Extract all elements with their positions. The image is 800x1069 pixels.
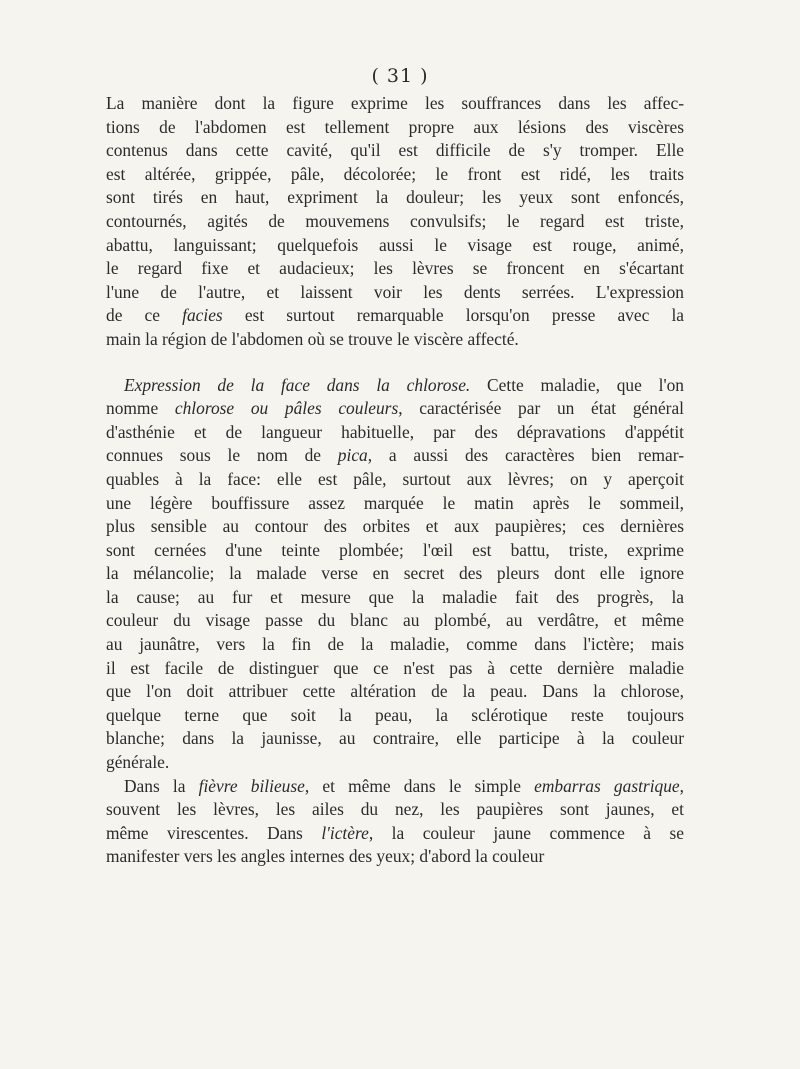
text-line: d'asthénie et de langueur habituelle, par des dépravations d'appétit bbox=[106, 421, 684, 442]
text-line: connues sous le nom de pica, a aussi des caractères bien remar- bbox=[106, 445, 684, 466]
text-line: générale. bbox=[106, 752, 170, 773]
paragraph-fievre-bilieuse bbox=[106, 775, 684, 869]
text-line: la mélancolie; la malade verse en secret des pleurs dont elle ignore bbox=[106, 563, 684, 584]
text-line: manifester vers les angles internes des yeux; d'abord la couleur bbox=[106, 846, 545, 867]
text-line: au jaunâtre, vers la fin de la maladie, comme dans l'ictère; mais bbox=[106, 634, 684, 655]
text-line: blanche; dans la jaunisse, au contraire, elle participe à la couleur bbox=[106, 728, 684, 749]
text-line: que l'on doit attribuer cette altération de la peau. Dans la chlorose, bbox=[106, 681, 684, 702]
text-line: la cause; au fur et mesure que la maladie fait des progrès, la bbox=[106, 586, 684, 607]
text-line: de ce facies est surtout remarquable lorsqu'on presse avec la bbox=[106, 305, 684, 326]
text-line: le regard fixe et audacieux; les lèvres se froncent en s'écartant bbox=[106, 258, 684, 279]
text-line: même virescentes. Dans l'ictère, la couleur jaune commence à se bbox=[106, 822, 684, 843]
text-line: contenus dans cette cavité, qu'il est difficile de s'y tromper. Elle bbox=[106, 140, 684, 161]
text-line: est altérée, grippée, pâle, décolorée; le front est ridé, les traits bbox=[106, 163, 684, 184]
text-line: l'une de l'autre, et laissent voir les dents serrées. L'expression bbox=[106, 281, 684, 302]
paragraph-chlorose bbox=[106, 374, 684, 775]
text-line: quelque terne que soit la peau, la sclérotique reste toujours bbox=[106, 704, 684, 725]
text-line: nomme chlorose ou pâles couleurs, caractérisée par un état général bbox=[106, 398, 685, 419]
text-line: La manière dont la figure exprime les souffrances dans les affec- bbox=[106, 93, 684, 113]
text-line: tions de l'abdomen est tellement propre aux lésions des viscères bbox=[106, 116, 684, 137]
body-text bbox=[106, 92, 684, 869]
text-line: il est facile de distinguer que ce n'est pas à cette dernière maladie bbox=[106, 657, 684, 678]
text-line: Expression de la face dans la chlorose. Cette maladie, que l'on bbox=[124, 374, 684, 395]
page-number: ( 31 ) bbox=[371, 65, 429, 87]
text-line: abattu, languissant; quelquefois aussi le visage est rouge, animé, bbox=[106, 234, 684, 255]
text-line: quables à la face: elle est pâle, surtout aux lèvres; on y aperçoit bbox=[106, 468, 684, 489]
text-line: contournés, agités de mouvemens convulsifs; le regard est triste, bbox=[106, 210, 684, 231]
paragraph-abdomen bbox=[106, 92, 684, 352]
text-line: une légère bouffissure assez marquée le matin après le sommeil, bbox=[106, 492, 684, 513]
text-line: main la région de l'abdomen où se trouve le viscère affecté. bbox=[106, 328, 519, 349]
text-line: souvent les lèvres, les ailes du nez, les paupières sont jaunes, et bbox=[106, 799, 684, 820]
text-line: couleur du visage passe du blanc au plombé, au verdâtre, et même bbox=[106, 610, 684, 631]
text-line: plus sensible au contour des orbites et aux paupières; ces dernières bbox=[106, 516, 684, 537]
text-line: sont tirés en haut, expriment la douleur; les yeux sont enfoncés, bbox=[106, 187, 684, 208]
text-line: Dans la fièvre bilieuse, et même dans le simple embarras gastrique, bbox=[124, 775, 684, 796]
text-line: sont cernées d'une teinte plombée; l'œil est battu, triste, exprime bbox=[106, 539, 684, 560]
